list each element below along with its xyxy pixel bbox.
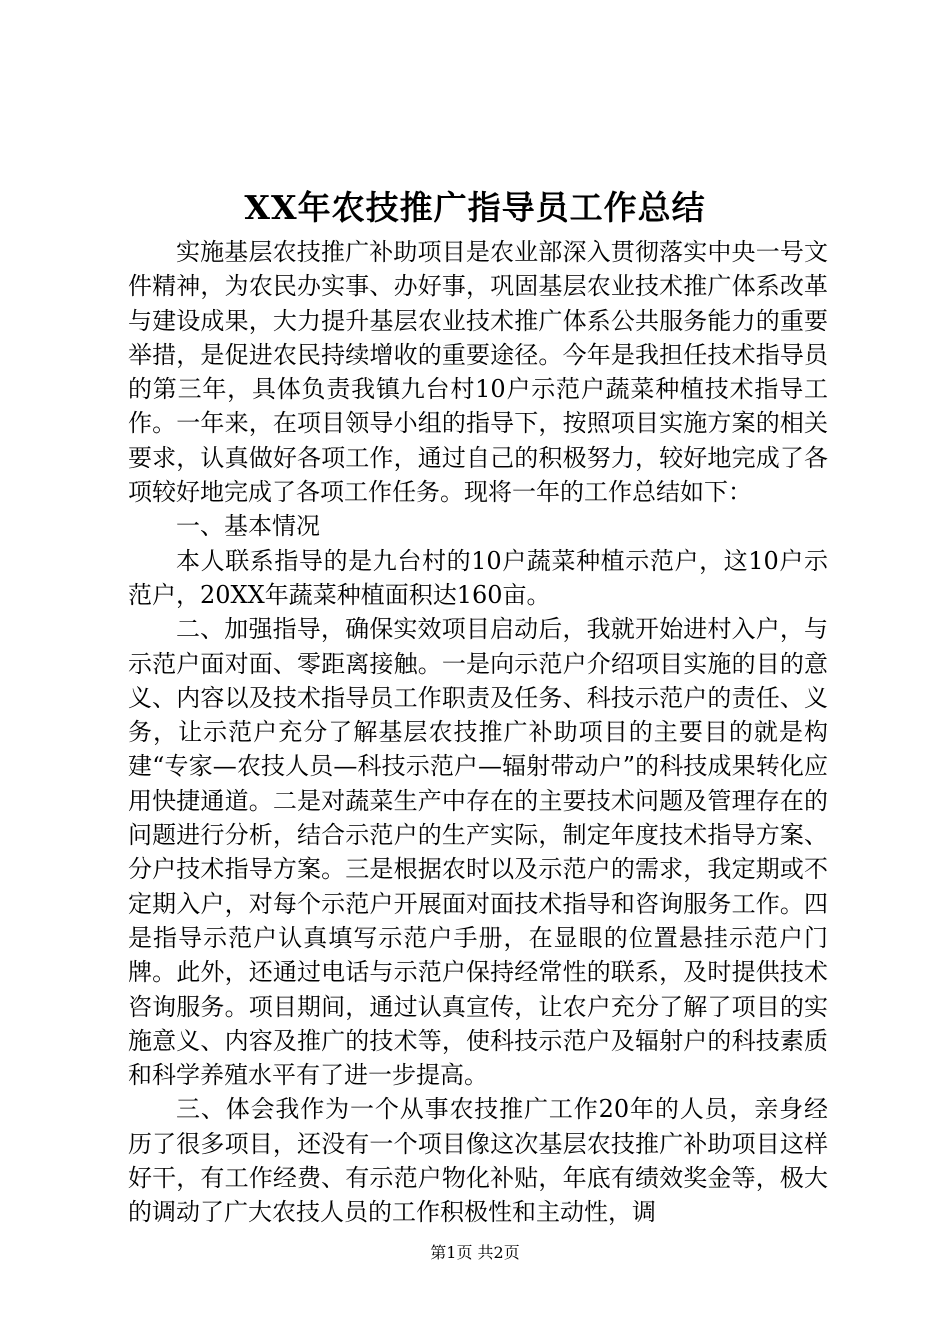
paragraph-basic-situation: 本人联系指导的是九台村的10户蔬菜种植示范户，这10户示范户，20XX年蔬菜种植面积达160亩。 <box>128 546 828 609</box>
page-footer: 第1页 共2页 <box>430 1243 520 1262</box>
document-title: XX年农技推广指导员工作总结 <box>244 188 706 227</box>
paragraph-intro: 实施基层农技推广补助项目是农业部深入贯彻落实中央一号文件精神，为农民办实事、办好事，巩固基层农业技术推广体系改革与建设成果，大力提升基层农业技术推广体系公共服务能力的重要举措，是促进农民持续增收的重要途径。今年是我担任技术指导员的第三年，具体负责我镇九台村10户示范户蔬菜种植技术指导工作。一年来，在项目领导小组的指导下，按照项目实施方案的相关要求，认真做好各项工作，通过自己的积极努力，较好地完成了各项较好地完成了各项工作任务。现将一年的工作总结如下： <box>128 238 828 507</box>
paragraph-guidance: 二、加强指导，确保实效项目启动后，我就开始进村入户，与示范户面对面、零距离接触。一是向示范户介绍项目实施的目的意义、内容以及技术指导员工作职责及任务、科技示范户的责任、义务，让示范户充分了解基层农技推广补助项目的主要目的就是构建“专家—农技人员—科技示范户—辐射带动户”的科技成果转化应用快捷通道。二是对蔬菜生产中存在的主要技术问题及管理存在的问题进行分析，结合示范户的生产实际，制定年度技术指导方案、分户技术指导方案。三是根据农时以及示范户的需求，我定期或不定期入户，对每个示范户开展面对面技术指导和咨询服务工作。四是指导示范户认真填写示范户手册，在显眼的位置悬挂示范户门牌。此外，还通过电话与示范户保持经常性的联系，及时提供技术咨询服务。项目期间，通过认真宣传，让农户充分了解了项目的实施意义、内容及推广的技术等，使科技示范户及辐射户的科技素质和科学养殖水平有了进一步提高。 <box>128 615 828 1090</box>
paragraph-experience: 三、体会我作为一个从事农技推广工作20年的人员，亲身经历了很多项目，还没有一个项目像这次基层农技推广补助项目这样好干，有工作经费、有示范户物化补贴，年底有绩效奖金等，极大的调动了广大农技人员的工作积极性和主动性，调 <box>128 1095 828 1227</box>
paragraph-heading-basic: 一、基本情况 <box>176 512 320 541</box>
document-body <box>128 235 828 1230</box>
